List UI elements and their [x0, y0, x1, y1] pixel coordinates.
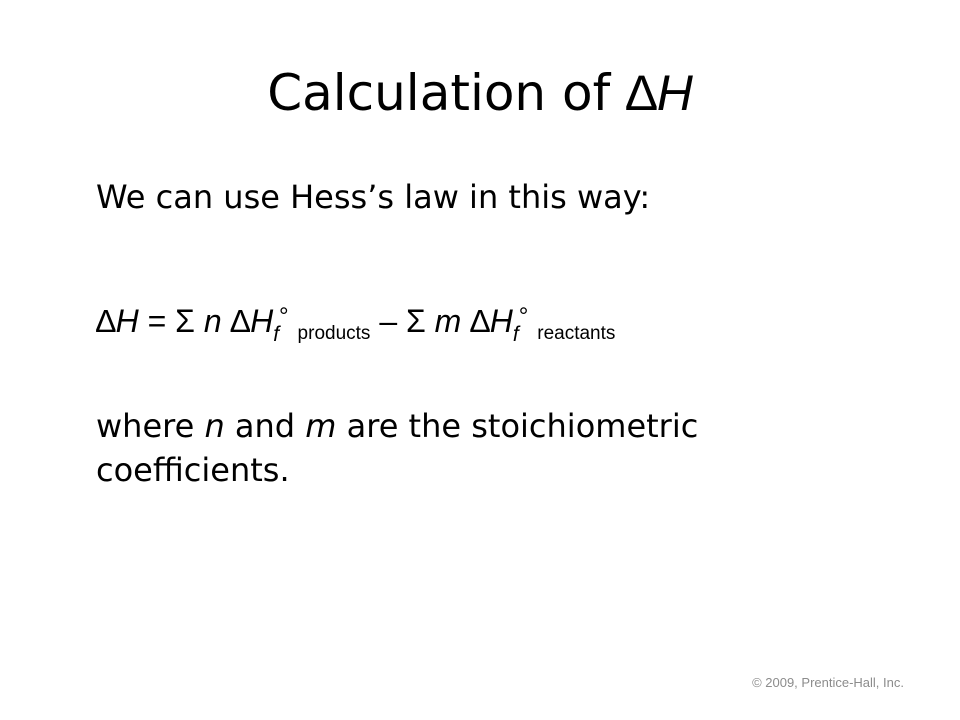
title-variable-h: H: [656, 65, 693, 121]
equation-h: H: [115, 303, 139, 339]
title-delta-symbol: ∆: [626, 65, 657, 121]
equation-delta: ∆: [96, 303, 116, 339]
where-part3: are the stoichiometric coefficients.: [96, 407, 699, 489]
where-n: n: [204, 407, 225, 445]
where-m: m: [305, 407, 337, 445]
equation-degree-products: °: [279, 303, 289, 330]
equation-sigma-products: Σ: [175, 303, 195, 339]
equation-hf-products: H: [250, 303, 274, 339]
intro-text: We can use Hess’s law in this way:: [96, 178, 651, 216]
hess-law-equation: [96, 290, 615, 362]
equation-hf-reactants: H: [489, 303, 513, 339]
equation-equals: =: [138, 303, 176, 339]
where-part2: and: [224, 407, 306, 445]
equation-delta-products: ∆: [230, 303, 251, 339]
equation-products-subscript: products: [297, 323, 371, 344]
equation-f-subscript-products: f: [273, 323, 280, 346]
title-text: Calculation of: [267, 64, 627, 122]
equation-degree-reactants: °: [518, 303, 529, 330]
equation-sigma-reactants: Σ: [406, 303, 426, 339]
equation-minus: –: [370, 303, 406, 339]
copyright-notice: © 2009, Prentice-Hall, Inc.: [752, 675, 904, 690]
equation-n: n: [203, 303, 222, 339]
equation-f-subscript-reactants: f: [512, 323, 519, 346]
where-part1: where: [96, 407, 205, 445]
equation-m: m: [434, 303, 462, 339]
where-explanation: [96, 404, 816, 492]
equation-delta-reactants: ∆: [470, 303, 490, 339]
slide-title: [0, 58, 960, 128]
equation-reactants-subscript: reactants: [537, 323, 616, 344]
